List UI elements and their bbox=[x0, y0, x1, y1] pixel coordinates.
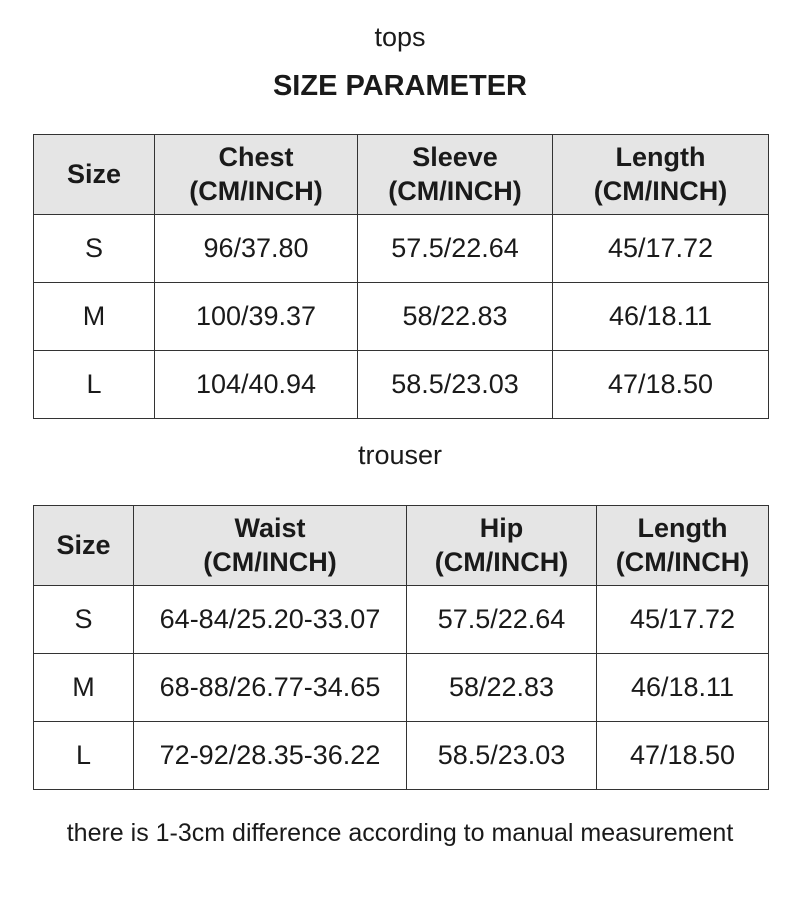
tops-size-table bbox=[33, 134, 769, 419]
hip-cell: 58/22.83 bbox=[407, 654, 597, 722]
table-row bbox=[34, 586, 769, 654]
header-unit: (CM/INCH) bbox=[388, 175, 522, 206]
size-cell: M bbox=[34, 654, 134, 722]
length-cell: 45/17.72 bbox=[553, 215, 769, 283]
chest-cell: 104/40.94 bbox=[155, 351, 358, 419]
length-cell: 47/18.50 bbox=[597, 722, 769, 790]
size-cell: M bbox=[34, 283, 155, 351]
waist-cell: 64-84/25.20-33.07 bbox=[134, 586, 407, 654]
length-cell: 45/17.72 bbox=[597, 586, 769, 654]
length-cell: 46/18.11 bbox=[553, 283, 769, 351]
header-unit: (CM/INCH) bbox=[203, 546, 337, 577]
length-cell: 46/18.11 bbox=[597, 654, 769, 722]
size-cell: S bbox=[34, 215, 155, 283]
header-label: Waist bbox=[234, 512, 306, 543]
header-label: Length bbox=[637, 512, 728, 543]
size-cell: L bbox=[34, 722, 134, 790]
trouser-caption: trouser bbox=[357, 440, 443, 470]
hip-cell: 58.5/23.03 bbox=[407, 722, 597, 790]
chest-cell: 96/37.80 bbox=[155, 215, 358, 283]
measurement-footnote: there is 1-3cm difference according to manual measurement bbox=[66, 819, 734, 847]
table-row bbox=[34, 654, 769, 722]
header-label: Size bbox=[66, 158, 122, 189]
header-unit: (CM/INCH) bbox=[615, 546, 750, 577]
table-row bbox=[34, 283, 769, 351]
hip-cell: 57.5/22.64 bbox=[407, 586, 597, 654]
sleeve-cell: 57.5/22.64 bbox=[358, 215, 553, 283]
sleeve-cell: 58/22.83 bbox=[358, 283, 553, 351]
header-unit: (CM/INCH) bbox=[593, 175, 728, 206]
header-label: Size bbox=[56, 529, 111, 560]
table-row bbox=[34, 722, 769, 790]
header-cell-size bbox=[34, 506, 134, 586]
header-unit: (CM/INCH) bbox=[189, 175, 323, 206]
table-row bbox=[34, 215, 769, 283]
waist-cell: 72-92/28.35-36.22 bbox=[134, 722, 407, 790]
header-label: Chest bbox=[218, 141, 294, 172]
trouser-size-table bbox=[33, 505, 769, 790]
table-row bbox=[34, 351, 769, 419]
table-header-row bbox=[34, 135, 769, 215]
header-label: Length bbox=[615, 141, 706, 172]
table-header-row bbox=[34, 506, 769, 586]
size-cell: L bbox=[34, 351, 155, 419]
waist-cell: 68-88/26.77-34.65 bbox=[134, 654, 407, 722]
header-label: Sleeve bbox=[412, 141, 498, 172]
sleeve-cell: 58.5/23.03 bbox=[358, 351, 553, 419]
header-cell-length bbox=[597, 506, 769, 586]
size-parameter-title: SIZE PARAMETER bbox=[272, 70, 528, 102]
header-unit: (CM/INCH) bbox=[434, 546, 569, 577]
header-cell-chest bbox=[155, 135, 358, 215]
header-cell-size bbox=[34, 135, 155, 215]
header-cell-sleeve bbox=[358, 135, 553, 215]
header-label: Hip bbox=[479, 512, 524, 543]
tops-caption: tops bbox=[374, 22, 426, 52]
length-cell: 47/18.50 bbox=[553, 351, 769, 419]
size-cell: S bbox=[34, 586, 134, 654]
header-cell-length bbox=[553, 135, 769, 215]
header-cell-waist bbox=[134, 506, 407, 586]
header-cell-hip bbox=[407, 506, 597, 586]
chest-cell: 100/39.37 bbox=[155, 283, 358, 351]
